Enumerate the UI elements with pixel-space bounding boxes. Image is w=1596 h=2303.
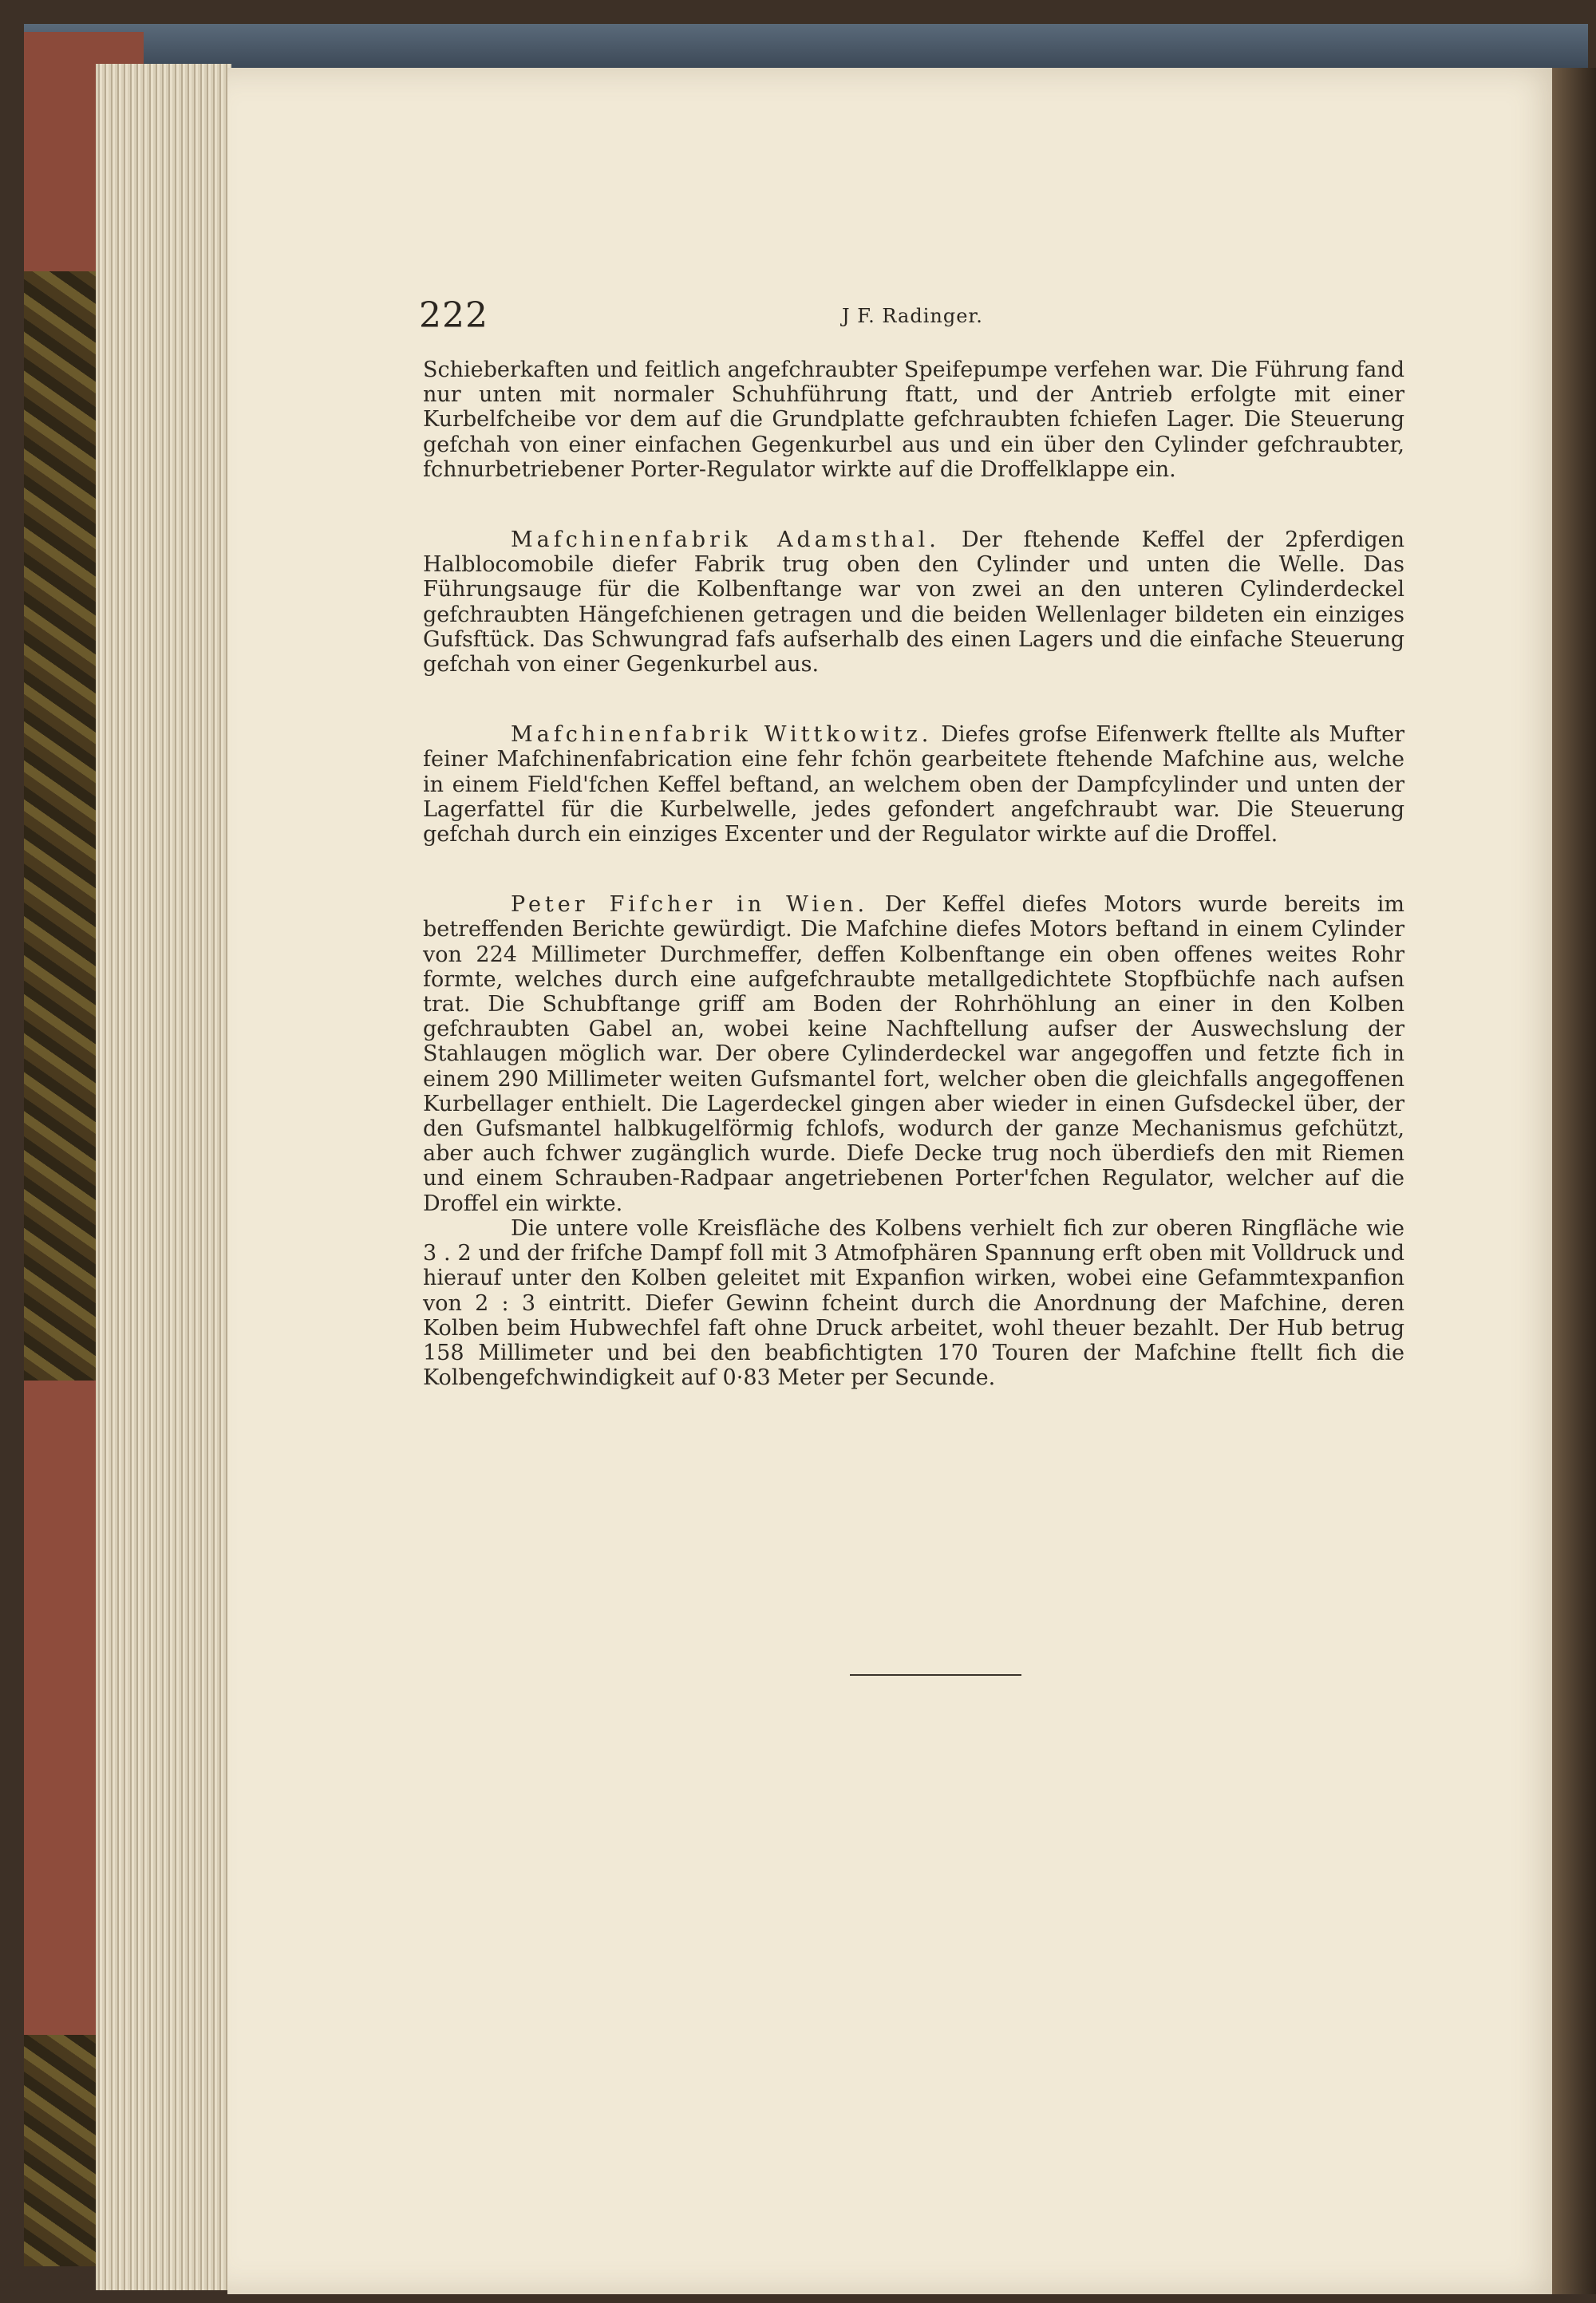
- section-lead: Mafchinenfabrik Adamsthal.: [511, 527, 940, 553]
- paragraph-text: Der Keffel diefes Motors wurde bereits im betreffenden Berichte gewürdigt. Die Mafchine diefes Motors beftand in einem Cylinder von 224 Millimeter Durchmeffer, deffen Kolbenftange ein oben offenes weites Rohr formte, welches durch eine aufgefchraubte metallgedichtete Stopfbüchfe nach aufsen trat. Die Schubftange griff am Boden der Rohrhöhlung an einer in den Kolben gefchraubten Gabel an, wobei keine Nachftellung aufser der Auswechslung der Stahlaugen möglich war. Der obere Cylinderdeckel war angegoffen und fetzte fich in einem 290 Millimeter weiten Gufsmantel fort, welcher oben die gleichfalls angegoffenen Kurbellager enthielt. Die Lagerdeckel gingen aber wieder in einen Gufsdeckel über, der den Gufsmantel halbkugelförmig fchlofs, wodurch der ganze Mechanismus gefchützt, aber auch fchwer zugänglich wurde. Diefe Decke trug noch überdiefs den mit Riemen und einem Schrauben-Radpaar angetriebenen Porter'fchen Regulator, welcher auf die Droffel ein wirkte.: [423, 892, 1404, 1216]
- paragraph: [423, 892, 1404, 1216]
- book-top-edge: [24, 24, 1588, 72]
- end-rule: [850, 1674, 1021, 1676]
- section-lead: Peter Fifcher in Wien.: [511, 892, 869, 918]
- paragraph: [423, 527, 1404, 677]
- page-header: [419, 295, 1400, 343]
- section-lead: Mafchinenfabrik Wittkowitz.: [511, 722, 933, 748]
- paragraph-text: Diefes grofse Eifenwerk ftellte als Mufter feiner Mafchinenfabrication eine fehr fchön gearbeitete ftehende Mafchine aus, welche in einem Field'fchen Keffel beftand, an welchem oben der Dampfcylinder und unten der Lagerfattel für die Kurbelwelle, jedes gefondert angefchraubt war. Die Steuerung gefchah durch ein einziges Excenter und der Regulator wirkte auf die Droffel.: [423, 722, 1404, 847]
- paragraph: [423, 722, 1404, 847]
- paragraph: [423, 1216, 1404, 1390]
- page-edges: [96, 64, 231, 2290]
- paragraph-text: Der ftehende Keffel der 2pferdigen Halblocomobile diefer Fabrik trug oben den Cylinder und unten die Welle. Das Führungsauge für die Kolbenftange war von zwei an den unteren Cylinderdeckel gefchraubten Hängefchienen getragen und die beiden Wellenlager bildeten ein einziges Gufsftück. Das Schwungrad fafs aufserhalb des einen Lagers und die einfache Steuerung gefchah von einer Gegenkurbel aus.: [423, 527, 1405, 677]
- paragraph-text: Schieberkaften und feitlich angefchraubter Speifepumpe verfehen war. Die Führung fand nur unten mit normaler Schuhführung ftatt, und der Antrieb erfolgte mit einer Kurbelfcheibe vor dem auf die Grundplatte gefchraubten fchiefen Lager. Die Steuerung gefchah von einer einfachen Gegenkurbel aus und ein über den Cylinder gefchraubter, fchnurbetriebener Porter-Regulator wirkte auf die Droffelklappe ein.: [423, 357, 1404, 482]
- gutter-shadow: [1552, 68, 1596, 2294]
- running-head: J F. Radinger.: [842, 305, 983, 327]
- body-text: [423, 357, 1404, 1390]
- page-number: 222: [419, 295, 488, 336]
- paragraph: [423, 357, 1404, 482]
- paragraph-text: Die untere volle Kreisfläche des Kolbens verhielt fich zur oberen Ringfläche wie 3 . 2 und der frifche Dampf foll mit 3 Atmofphären Spannung erft oben mit Volldruck und hierauf unter den Kolben geleitet mit Expanfion wirken, wobei eine Gefammtexpanfion von 2 : 3 eintritt. Diefer Gewinn fcheint durch die Anordnung der Mafchine, deren Kolben beim Hubwechfel faft ohne Druck arbeitet, wohl theuer bezahlt. Der Hub betrug 158 Millimeter und bei den beabfichtigten 170 Touren der Mafchine ftellt fich die Kolbengefchwindigkeit auf 0·83 Meter per Secunde.: [423, 1215, 1404, 1391]
